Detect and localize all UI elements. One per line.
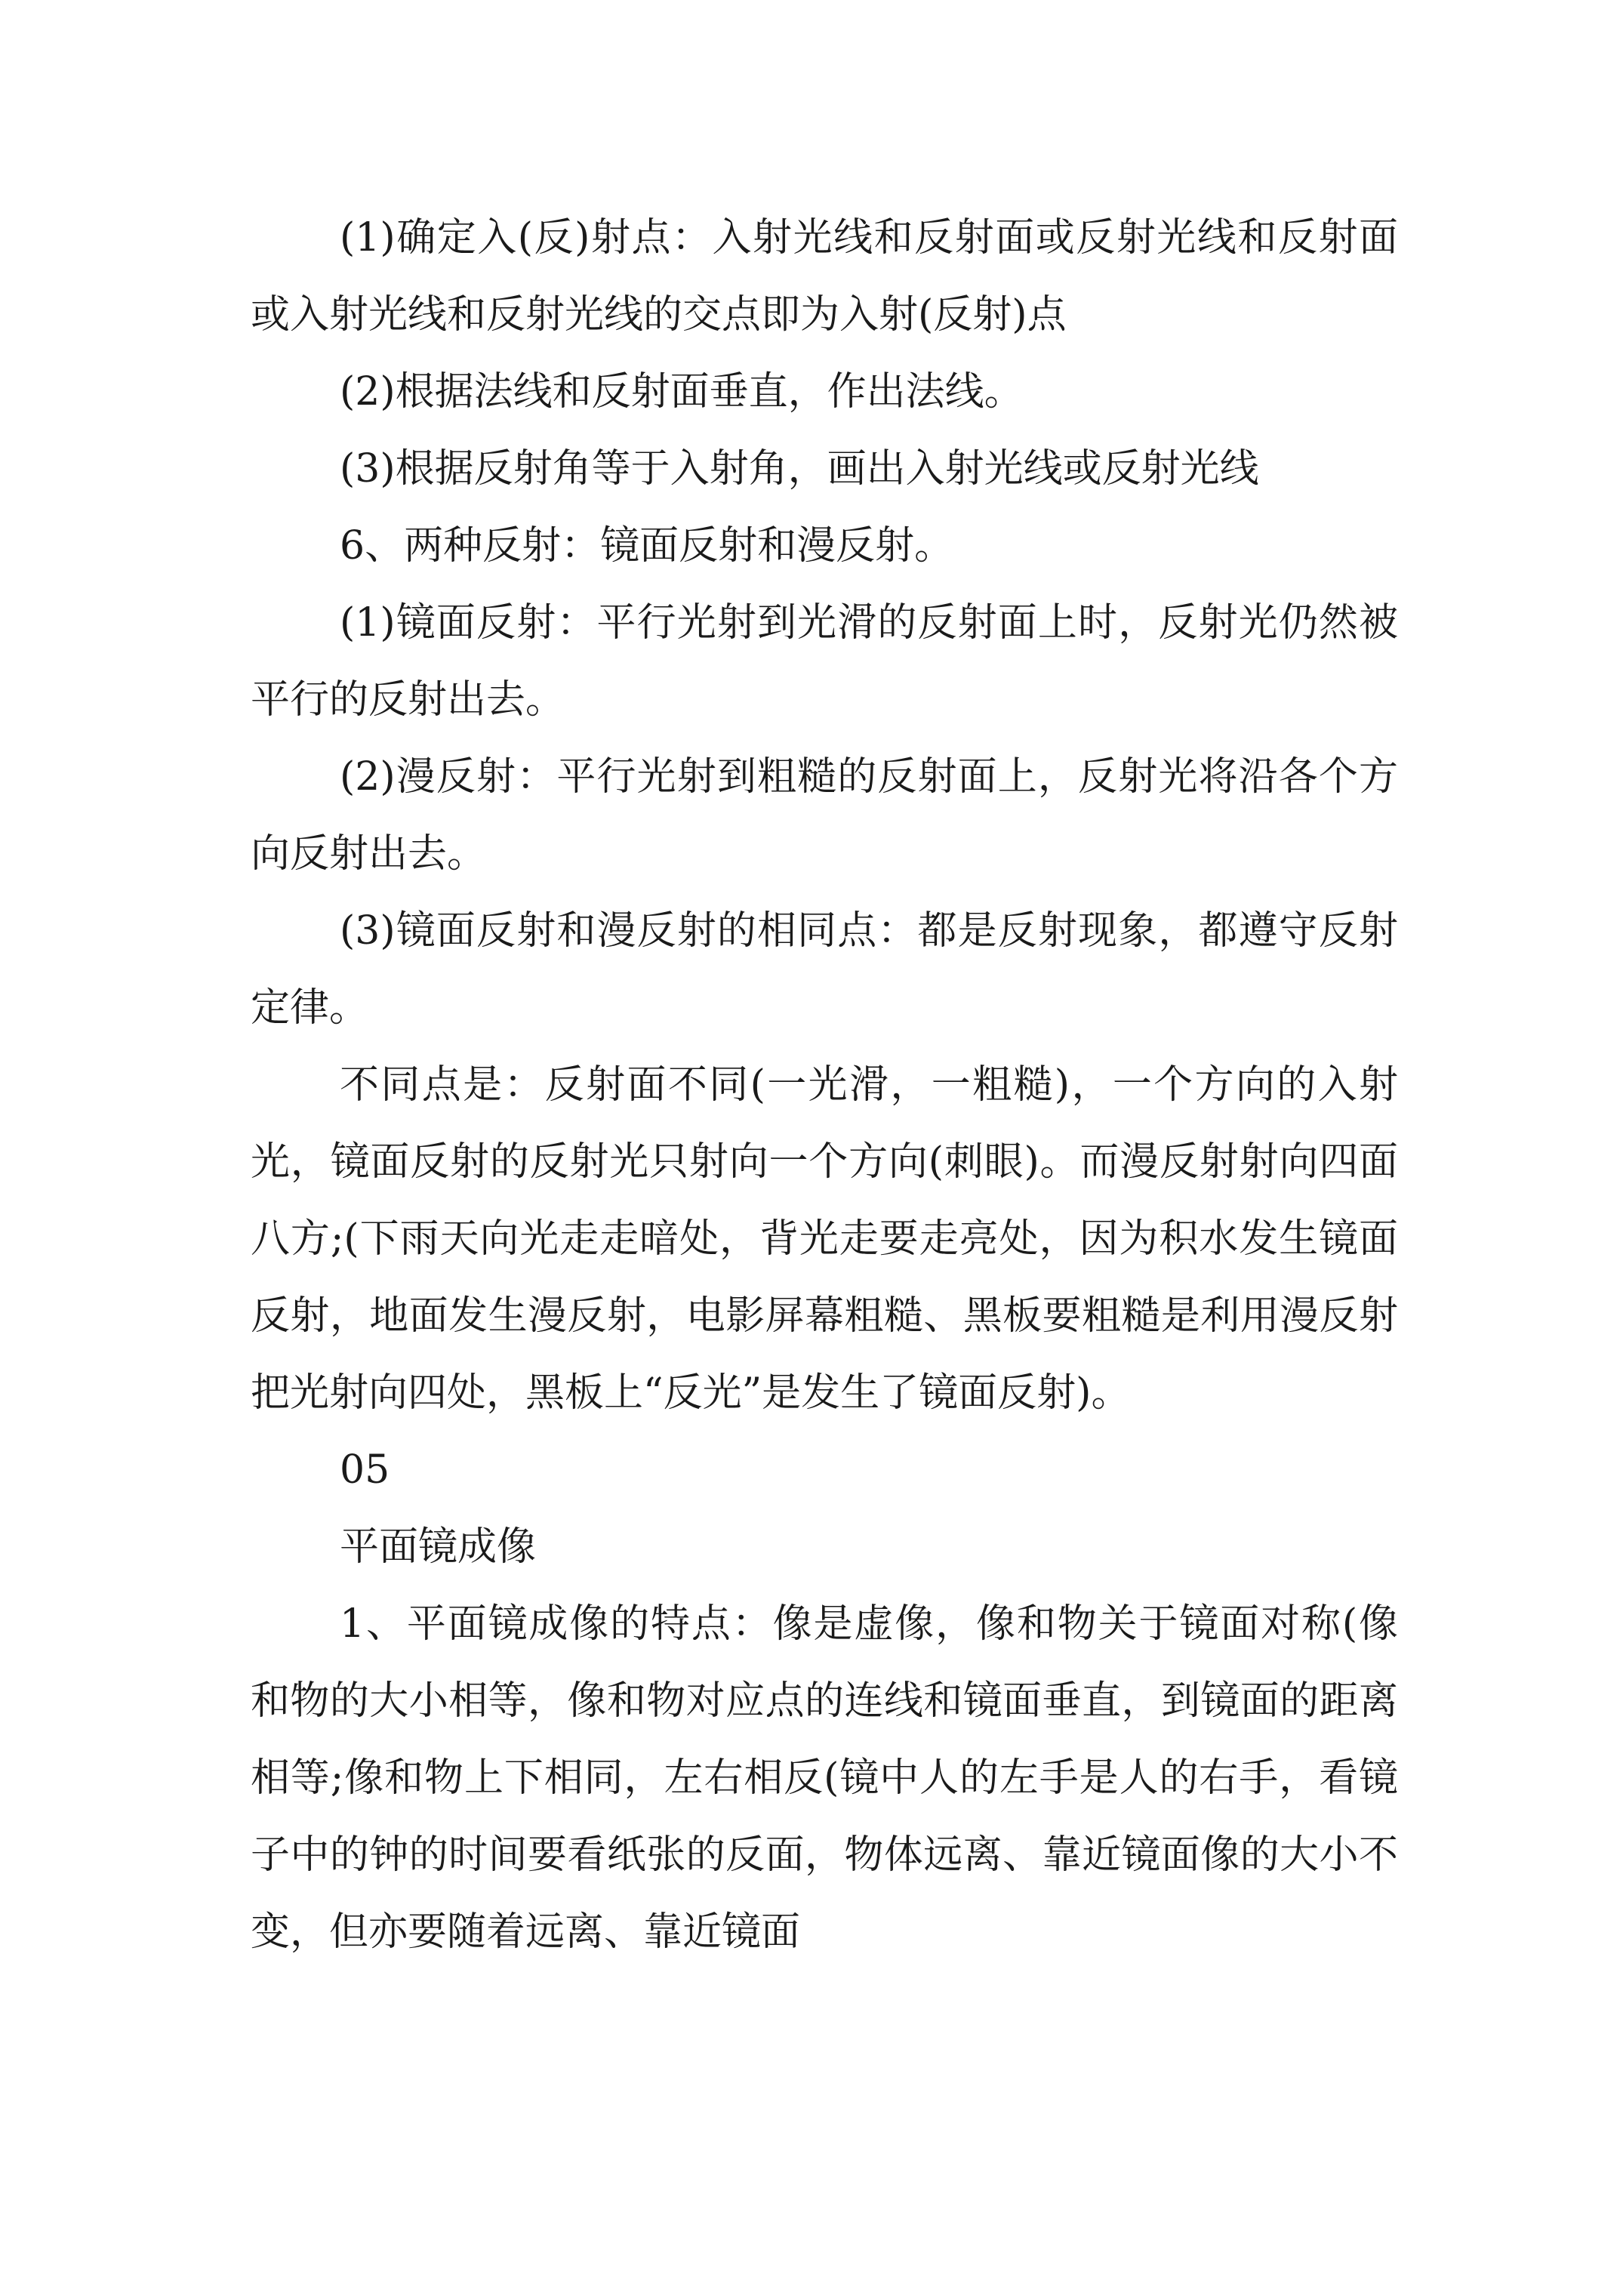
paragraph-diffuse-reflection: (2)漫反射：平行光射到粗糙的反射面上，反射光将沿各个方向反射出去。: [251, 754, 1398, 877]
paragraph-specular-reflection: (1)镜面反射：平行光射到光滑的反射面上时，反射光仍然被平行的反射出去。: [251, 600, 1398, 723]
paragraph-draw-ray: (3)根据反射角等于入射角，画出入射光线或反射光线: [340, 446, 1259, 492]
paragraph-two-reflections: 6、两种反射：镜面反射和漫反射。: [340, 523, 954, 569]
document-body: [251, 199, 1398, 1971]
paragraph-determine-point: (1)确定入(反)射点：入射光线和反射面或反射光线和反射面或入射光线和反射光线的交点即为入射(反射)点: [251, 215, 1398, 337]
section-title: 平面镜成像: [340, 1524, 537, 1570]
paragraph-similarities: (3)镜面反射和漫反射的相同点：都是反射现象，都遵守反射定律。: [251, 908, 1398, 1031]
paragraph-plane-mirror-features: 1、平面镜成像的特点：像是虚像，像和物关于镜面对称(像和物的大小相等，像和物对应点的连线和镜面垂直，到镜面的距离相等;像和物上下相同，左右相反(镜中人的左手是人的右手，看镜子中的钟的时间要看纸张的反面，物体远离、靠近镜面像的大小不变，但亦要随着远离、靠近镜面: [251, 1601, 1398, 1955]
section-number: 05: [340, 1447, 390, 1493]
paragraph-differences: 不同点是：反射面不同(一光滑，一粗糙)，一个方向的入射光，镜面反射的反射光只射向一个方向(刺眼)。而漫反射射向四面八方;(下雨天向光走走暗处，背光走要走亮处，因为积水发生镜面反射，地面发生漫反射，电影屏幕粗糙、黑板要粗糙是利用漫反射把光射向四处，黑板上“反光”是发生了镜面反射)。: [251, 1062, 1398, 1416]
paragraph-draw-normal: (2)根据法线和反射面垂直，作出法线。: [340, 369, 1024, 415]
